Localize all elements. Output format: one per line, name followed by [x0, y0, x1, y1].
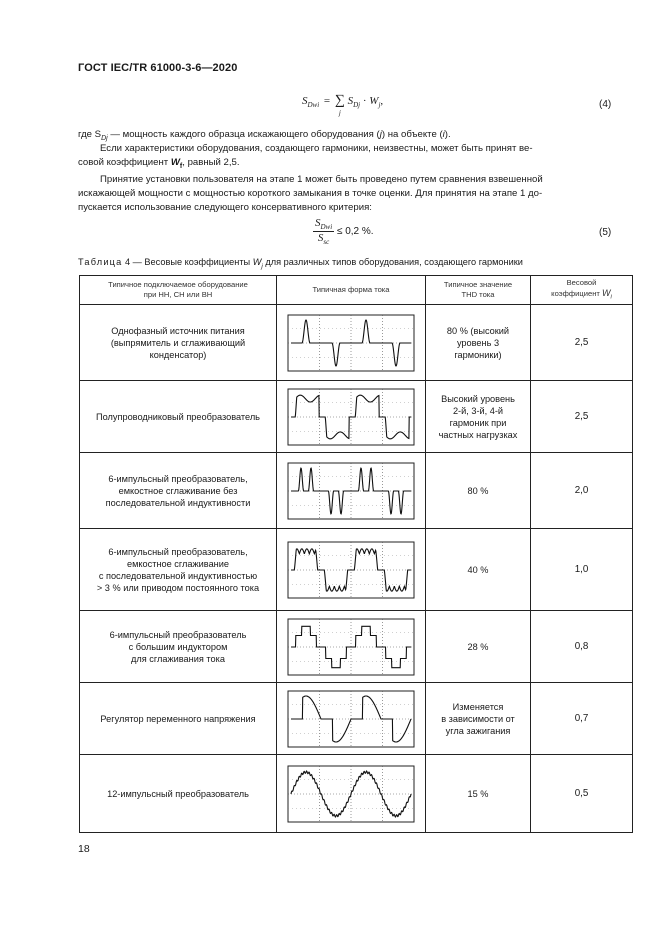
table-row — [80, 683, 633, 755]
equipment-line: с большим индуктором — [128, 641, 228, 652]
waveform-cell — [277, 611, 426, 683]
thd-line: 80 % — [467, 485, 489, 496]
waveform-6-pulse-large-inductor — [287, 618, 415, 676]
waveform-6-pulse-inductive — [287, 541, 415, 599]
waveform-cell — [277, 305, 426, 381]
thd-line: угла зажигания — [445, 725, 511, 736]
table-row — [80, 611, 633, 683]
equipment-line: (выпрямитель и сглаживающий — [110, 337, 246, 348]
waveform-cell — [277, 529, 426, 611]
equipment-line: 6-импульсный преобразователь, — [108, 546, 248, 557]
equation-number-4: (4) — [599, 99, 612, 110]
equipment-line: Регулятор переменного напряжения — [100, 713, 256, 724]
paragraph-definition: где $S_{Dj}$ — мощность каждого образца искажающего оборудования (j) на объекте (i). — [78, 129, 451, 142]
equipment-cell — [80, 381, 277, 453]
thd-cell — [426, 683, 531, 755]
equipment-cell — [80, 529, 277, 611]
table-row — [80, 453, 633, 529]
table-row — [80, 381, 633, 453]
paragraph-unknown-characteristics: Если характеристики оборудования, создающего гармоники, неизвестны, может быть принят ве- совой коэффициент $W_f$, равный 2,5. — [78, 143, 533, 170]
thd-cell — [426, 529, 531, 611]
table-row — [80, 305, 633, 381]
waveform-cell — [277, 683, 426, 755]
formula-5: $S_{Dwi}$ $S_{sc}$ ≤ 0,2 %. — [315, 217, 374, 247]
equipment-cell — [80, 755, 277, 833]
weight-cell: 1,0 — [531, 529, 633, 611]
thd-line: Высокий уровень — [441, 393, 515, 404]
header-weight: Весовой коэффициент $W_i$ — [531, 276, 633, 305]
equipment-line: > 3 % или приводом постоянного тока — [96, 582, 260, 593]
equation-number-5: (5) — [599, 227, 612, 238]
waveform-semiconductor — [287, 388, 415, 446]
header-thd: Типичное значение THD тока — [426, 276, 531, 305]
table-header-row — [80, 276, 633, 305]
thd-line: 28 % — [467, 641, 489, 652]
thd-line: Изменяется — [452, 701, 504, 712]
weight-cell: 0,8 — [531, 611, 633, 683]
weight-cell: 2,0 — [531, 453, 633, 529]
equipment-line: конденсатор) — [149, 349, 207, 360]
equipment-line: 6-импульсный преобразователь — [109, 629, 247, 640]
equipment-cell — [80, 683, 277, 755]
equipment-cell — [80, 453, 277, 529]
waveform-ac-voltage-regulator — [287, 690, 415, 748]
thd-cell — [426, 453, 531, 529]
document-header: ГОСТ IEC/TR 61000-3-6—2020 — [78, 62, 238, 74]
thd-line: гармоники) — [454, 349, 502, 360]
weight-cell: 0,7 — [531, 683, 633, 755]
weight-cell: 0,5 — [531, 755, 633, 833]
equipment-cell — [80, 305, 277, 381]
equipment-line: емкостное сглаживание — [127, 558, 229, 569]
equipment-line: с последовательной индуктивностью — [98, 570, 258, 581]
header-waveform: Типичная форма тока — [277, 276, 426, 305]
weight-cell: 2,5 — [531, 305, 633, 381]
thd-line: уровень 3 — [456, 337, 500, 348]
waveform-6-pulse-capacitive — [287, 462, 415, 520]
table-caption: Таблица 4 — Весовые коэффициенты $W_j$ для различных типов оборудования, создающего гармоники — [78, 257, 523, 270]
equipment-line: 6-импульсный преобразователь, — [108, 473, 248, 484]
page-number: 18 — [78, 843, 90, 855]
equipment-line: Полупроводниковый преобразователь — [96, 411, 260, 422]
header-equipment: Типичное подключаемое оборудование при НН, СН или ВН — [80, 276, 277, 305]
thd-cell — [426, 755, 531, 833]
equipment-line: емкостное сглаживание без — [118, 485, 238, 496]
equipment-line: Однофазный источник питания — [111, 325, 245, 336]
waveform-cell — [277, 453, 426, 529]
thd-cell — [426, 381, 531, 453]
thd-line: 40 % — [467, 564, 489, 575]
waveform-cell — [277, 755, 426, 833]
waveform-single-phase-rectifier — [287, 314, 415, 372]
thd-cell — [426, 305, 531, 381]
thd-line: в зависимости от — [441, 713, 515, 724]
equipment-cell — [80, 611, 277, 683]
weight-cell: 2,5 — [531, 381, 633, 453]
equipment-line: 12-импульсный преобразователь — [107, 788, 249, 799]
waveform-cell — [277, 381, 426, 453]
waveform-12-pulse — [287, 765, 415, 823]
thd-cell — [426, 611, 531, 683]
equipment-line: последовательной индуктивности — [105, 497, 251, 508]
paragraph-stage1-acceptance: Принятие установки пользователя на этапе 1 может быть проведено путем сравнения взвешенной искажающей мощности с мощностью короткого замыкания в точке оценки. Для принятия на этапе 1 до- пускается использование следующего консервативного критерия: — [78, 174, 543, 213]
table-row — [80, 755, 633, 833]
thd-line: 80 % (высокий — [446, 325, 510, 336]
equipment-line: для сглаживания тока — [131, 653, 225, 664]
thd-line: 15 % — [467, 788, 489, 799]
weights-table — [79, 275, 633, 833]
thd-line: частных нагрузках — [438, 429, 518, 440]
table-row — [80, 529, 633, 611]
thd-line: 2-й, 3-й, 4-й — [452, 405, 504, 416]
formula-4: $S_{Dwi}$ = ∑ j $S_{Dj} \cdot W_j$, — [302, 93, 384, 117]
thd-line: гармоник при — [449, 417, 507, 428]
